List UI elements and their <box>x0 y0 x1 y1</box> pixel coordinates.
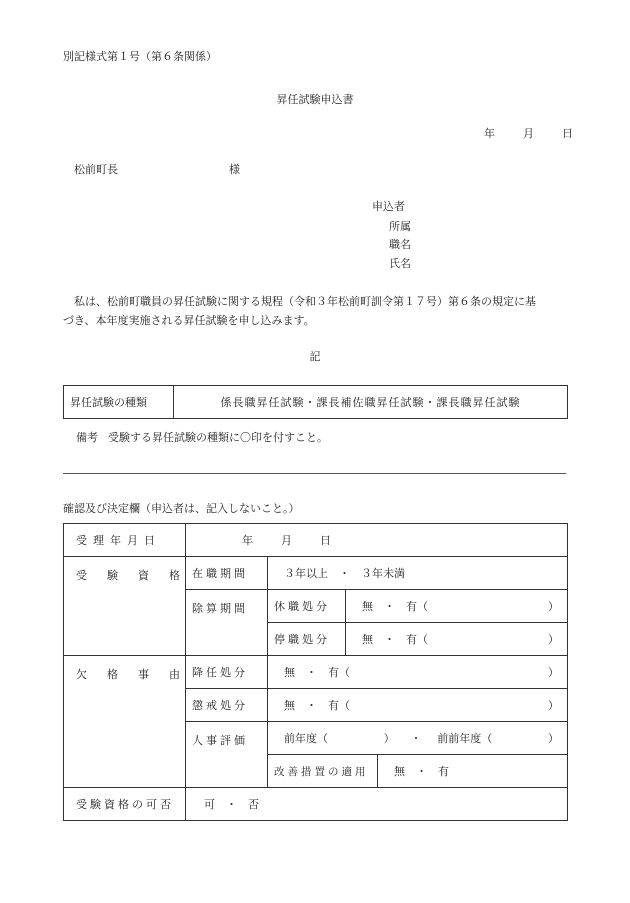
leave-value: 無 ・ 有（ <box>362 600 428 613</box>
exam-type-table <box>63 385 568 419</box>
receipt-value: 年 月 日 <box>186 524 568 557</box>
exam-type-label: 昇任試験の種類 <box>64 386 174 419</box>
leave-close: ） <box>548 600 559 613</box>
suspension-value-cell <box>346 623 568 656</box>
discipline-label: 懲戒処分 <box>186 689 268 722</box>
date-line: 年 月 日 <box>484 127 575 140</box>
improvement-label: 改善措置の適用 <box>268 755 378 788</box>
addressee: 松前町長 <box>74 163 118 176</box>
tenure-value: ３年以上 ・ ３年未満 <box>268 557 568 590</box>
result-value: 可 ・ 否 <box>186 788 568 821</box>
leave-value-cell <box>346 590 568 623</box>
exclusion-label: 除算期間 <box>186 590 268 656</box>
decision-heading: 確認及び決定欄（申込者は、記入しないこと。） <box>63 502 300 515</box>
affiliation-label: 所属 <box>389 220 411 233</box>
evaluation-value-cell <box>268 722 568 755</box>
ki-heading: 記 <box>309 350 321 363</box>
eligibility-label: 受験資格 <box>64 557 186 656</box>
discipline-value-cell <box>268 689 568 722</box>
name-label: 氏名 <box>389 257 411 270</box>
suspension-label: 停職処分 <box>268 623 346 656</box>
honorific: 様 <box>229 163 240 176</box>
page-title: 昇任試験申込書 <box>276 93 354 106</box>
evaluation-dot: ・ <box>410 732 422 745</box>
suspension-close: ） <box>548 633 559 646</box>
body-text-line1: 私は、松前町職員の昇任試験に関する規程（令和３年松前町訓令第１７号）第６条の規定に基 <box>74 295 536 308</box>
disqualification-label: 欠格事由 <box>64 656 186 788</box>
decision-table <box>63 523 568 821</box>
divider <box>63 473 566 474</box>
prev-year-close: ） <box>383 732 395 745</box>
improvement-value: 無 ・ 有 <box>378 755 568 788</box>
applicant-label: 申込者 <box>372 200 405 213</box>
discipline-value: 無 ・ 有（ <box>284 699 350 712</box>
exam-type-options: 係長職昇任試験・課長補佐職昇任試験・課長職昇任試験 <box>174 386 568 419</box>
discipline-close: ） <box>548 699 559 712</box>
position-label: 職名 <box>389 238 411 251</box>
demotion-value: 無 ・ 有（ <box>284 666 350 679</box>
remarks-label: 備考 <box>76 431 98 444</box>
prev-year: 前年度（ <box>284 732 328 745</box>
prev-prev-year: 前前年度（ <box>437 732 493 745</box>
suspension-value: 無 ・ 有（ <box>362 633 428 646</box>
leave-label: 休職処分 <box>268 590 346 623</box>
demotion-close: ） <box>548 666 559 679</box>
demotion-value-cell <box>268 656 568 689</box>
evaluation-label: 人事評価 <box>186 722 268 788</box>
receipt-label: 受理年月日 <box>64 524 186 557</box>
form-number: 別記様式第１号（第６条関係） <box>63 50 217 63</box>
body-text-line2: づき、本年度実施される昇任試験を申し込みます。 <box>63 314 315 327</box>
tenure-label: 在職期間 <box>186 557 268 590</box>
remarks-text: 受験する昇任試験の種類に〇印を付すこと。 <box>108 431 328 444</box>
demotion-label: 降任処分 <box>186 656 268 689</box>
prev-prev-close: ） <box>548 732 559 745</box>
result-label: 受験資格の可否 <box>64 788 186 821</box>
